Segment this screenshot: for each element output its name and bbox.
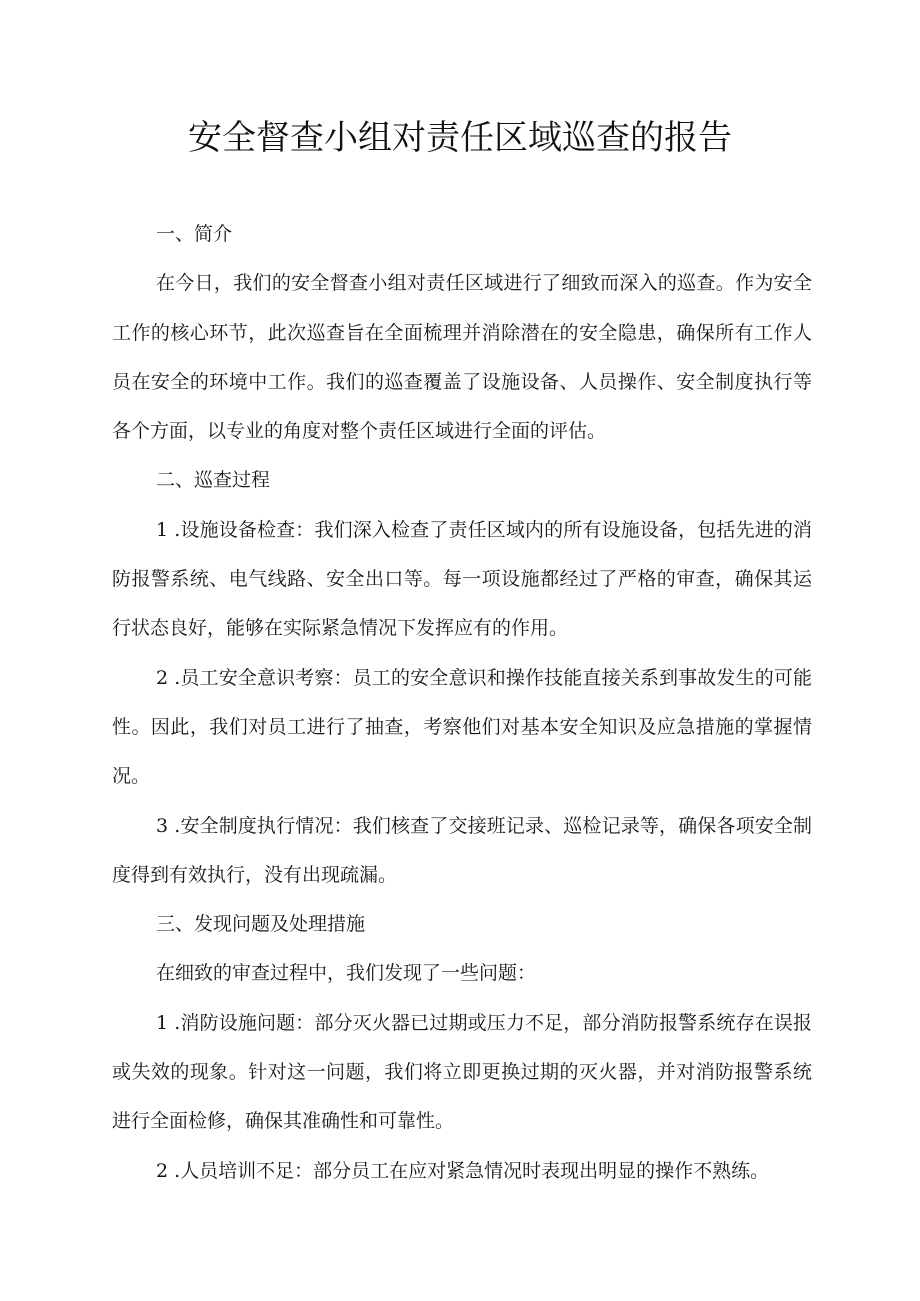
paragraph-training-issue: 2 .人员培训不足：部分员工在应对紧急情况时表现出明显的操作不熟练。	[156, 1159, 770, 1182]
section-heading-intro: 一、简介	[156, 223, 233, 245]
paragraph-staff-awareness: 2 .员工安全意识考察：员工的安全意识和操作技能直接关系到事故发生的可能性。因此，我们对员工进行了抽查，考察他们对基本安全知识及应急措施的掌握情况。	[112, 666, 812, 788]
paragraph-facility-check: 1 .设施设备检查：我们深入检查了责任区域内的所有设施设备，包括先进的消防报警系统、电气线路、安全出口等。每一项设施都经过了严格的审查，确保其运行状态良好，能够在实际紧急情况下发挥应有的作用。	[112, 518, 812, 640]
paragraph-safety-rules: 3 .安全制度执行情况：我们核查了交接班记录、巡检记录等，确保各项安全制度得到有效执行，没有出现疏漏。	[112, 814, 812, 886]
document-title: 安全督查小组对责任区域巡查的报告	[188, 118, 732, 158]
document-body	[112, 210, 812, 1196]
paragraph-issues-intro: 在细致的审查过程中，我们发现了一些问题：	[156, 962, 537, 985]
section-heading-process: 二、巡查过程	[156, 469, 271, 492]
paragraph-fire-facility-issue: 1 .消防设施问题：部分灭火器已过期或压力不足，部分消防报警系统存在误报或失效的现象。针对这一问题，我们将立即更换过期的灭火器，并对消防报警系统进行全面检修，确保其准确性和可靠性。	[112, 1011, 812, 1133]
section-heading-issues: 三、发现问题及处理措施	[156, 913, 366, 936]
paragraph-intro: 在今日，我们的安全督查小组对责任区域进行了细致而深入的巡查。作为安全工作的核心环节，此次巡查旨在全面梳理并消除潜在的安全隐患，确保所有工作人员在安全的环境中工作。我们的巡查覆盖了设施设备、人员操作、安全制度执行等各个方面，以专业的角度对整个责任区域进行全面的评估。	[112, 272, 812, 443]
